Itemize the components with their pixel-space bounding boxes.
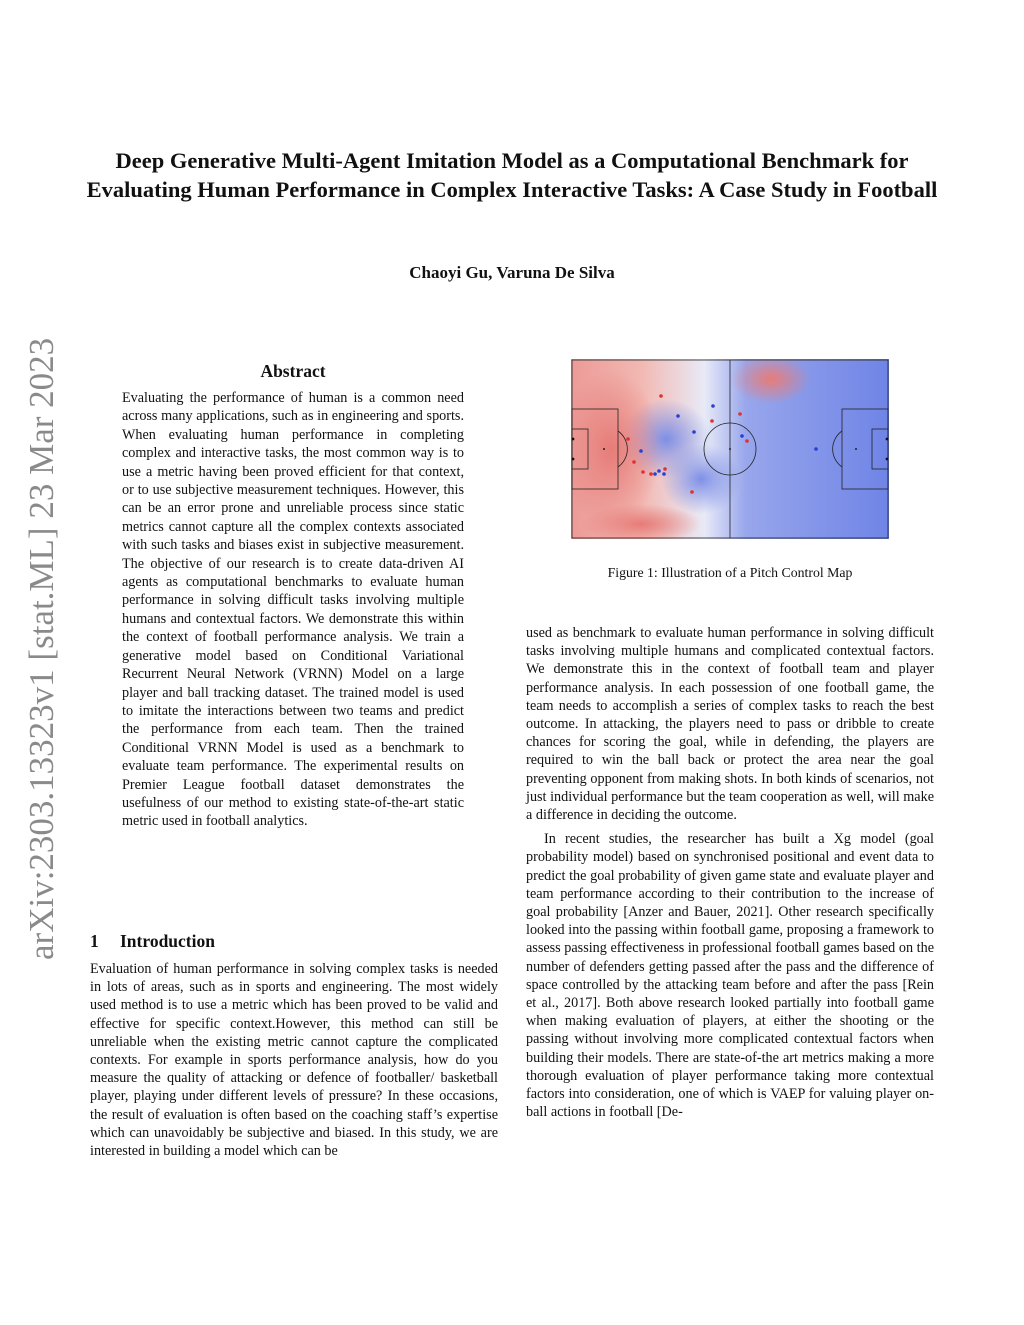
home-player bbox=[626, 437, 630, 441]
section-title: Introduction bbox=[120, 931, 215, 951]
right-paragraph-2: In recent studies, the researcher has built a Xg model (goal probability model) based on synchronised positional and event data to predict the goal probability of given game state and evaluate player and team performance according to their contribution to the increase of goal probability [Anzer and Bauer, 2021]. Other research specifically looked into the passing within football game, proposing a framework to assess passing effectiveness in professional football games based on the number of defenders getting passed after the pass and the difference of space controlled by the attacking team before and after the pass [Rein et al., 2017]. Both above research looked partially into football game when making evaluation of players, at either the shooting or the passing without involving more complicated contextual factors when building their models. There are state-of-the art metrics making a more thorough evaluation of player performance taking more contextual factors into consideration, one of which is VAEP for valuing player on-ball actions in football [De- bbox=[526, 831, 934, 1121]
section-number: 1 bbox=[90, 931, 99, 951]
centre-spot bbox=[729, 448, 731, 450]
home-player bbox=[690, 490, 694, 494]
goal-post bbox=[572, 438, 575, 441]
home-player bbox=[649, 472, 653, 476]
abstract-heading: Abstract bbox=[260, 361, 326, 381]
control-region-blue bbox=[661, 444, 741, 514]
away-player bbox=[657, 469, 661, 473]
penalty-spot-left bbox=[603, 448, 605, 450]
goal-post bbox=[886, 438, 889, 441]
away-player bbox=[639, 449, 643, 453]
away-player bbox=[692, 430, 696, 434]
home-player bbox=[663, 467, 667, 471]
paper-title: Deep Generative Multi-Agent Imitation Model as a Computational Benchmark for Evaluating Human Performance in Complex Interactive Tasks: A Case Study in Football bbox=[86, 148, 938, 202]
home-player bbox=[632, 460, 636, 464]
away-player bbox=[676, 414, 680, 418]
penalty-spot-right bbox=[855, 448, 857, 450]
figure-caption: Figure 1: Illustration of a Pitch Control Map bbox=[607, 565, 853, 580]
abstract-body: Evaluating the performance of human is a common need across many applications, such as in engineering and sports. When evaluating human performance in completing complex and interactive tasks, the most common way is to use a metric having been proved efficient for that context, or to use subjective measurement techniques. However, this can be an error prone and unreliable process since static metrics cannot capture all the complex contexts associated with such tasks and biases exist in subjective measurement. The objective of our research is to create data-driven AI agents as computational benchmarks to evaluate human performance in solving difficult tasks involving multiple humans and contextual factors. We demonstrate this within the context of football performance analysis. We train a generative model based on Conditional Variational Recurrent Neural Network (VRNN) Model on a large player and ball tracking dataset. The trained model is used to imitate the interactions between two teams and predict the performance from each team. Then the trained Conditional VRNN Model is used as a benchmark to evaluate team performance. The experimental results on Premier League football dataset demonstrates the usefulness of our method to existing state-of-the-art static metric used in football analytics. bbox=[122, 390, 464, 830]
paper-authors: Chaoyi Gu, Varuna De Silva bbox=[409, 263, 615, 282]
goal-post bbox=[572, 458, 575, 461]
home-player bbox=[738, 412, 742, 416]
away-player bbox=[814, 447, 818, 451]
home-player bbox=[710, 419, 714, 423]
home-player bbox=[659, 394, 663, 398]
introduction-body: Evaluation of human performance in solving complex tasks is needed in lots of areas, such as in sports and engineering. The most widely used method is to use a metric which has been proved to be valid and effective for specific context.However, this method can still be unreliable when the existing metric cannot capture the complicated contexts. For example in sports performance analysis, how do you measure the quality of attacking or defence of footballer/ basketball player, playing under different levels of pressure? In these occasions, the result of evaluation is often based on the coaching staff’s expertise which can unavoidably be subjective and biased. In this study, we are interested in building a model which can be bbox=[90, 961, 498, 1160]
right-paragraph-1: used as benchmark to evaluate human performance in solving difficult tasks involving multiple humans and complicated contextual factors. We demonstrate this in the context of football team and player performance analysis. In each possession of one football game, the team needs to accomplish a series of complex tasks to reach the best outcome. In attacking, the players need to pass or dribble to create chances for scoring the goal, while in defending, the players are required to win the ball back or protect the area near the goal preventing opponent from making shots. In both kinds of scenarios, not just individual performance but the team cooperation as well, will make a difference in deciding the outcome. bbox=[526, 625, 934, 824]
home-player bbox=[745, 439, 749, 443]
away-player bbox=[740, 434, 744, 438]
pitch-control-map bbox=[571, 359, 889, 539]
away-player bbox=[711, 404, 715, 408]
away-player bbox=[653, 472, 657, 476]
section-heading bbox=[90, 931, 215, 952]
away-player bbox=[662, 472, 666, 476]
arxiv-stamp: arXiv:2303.13323v1 [stat.ML] 23 Mar 2023 bbox=[22, 337, 61, 960]
right-column bbox=[526, 624, 934, 1121]
goal-post bbox=[886, 458, 889, 461]
home-player bbox=[641, 470, 645, 474]
